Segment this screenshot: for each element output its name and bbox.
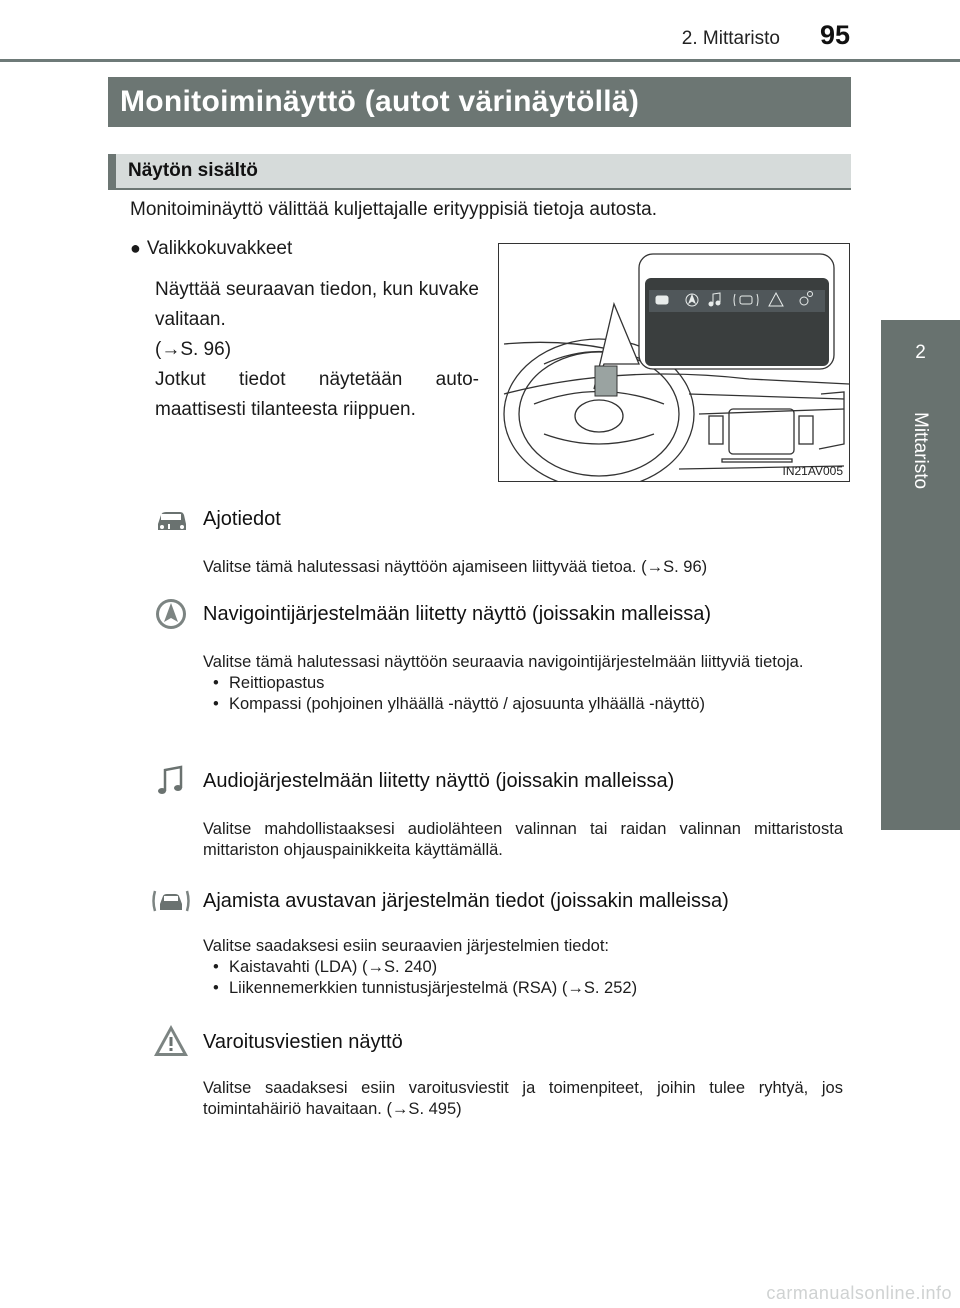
item-title: Audiojärjestelmään liitetty näyttö (joissakin malleissa): [203, 770, 675, 792]
bullet-symbol: ●: [130, 238, 141, 258]
music-note-icon: [152, 762, 190, 800]
navigation-icon: [152, 595, 190, 633]
item-description: Valitse tämä halutessasi näyttöön ajamiseen liittyvää tietoa. (→S. 96): [203, 558, 708, 576]
main-title: Monitoiminäyttö (autot värinäytöllä): [108, 77, 851, 127]
bullet-line: Jotkut tiedot näytetään auto-maattisesti tilanteesta riippuen.: [155, 369, 479, 420]
page-number: 95: [820, 20, 851, 50]
intro-text: Monitoiminäyttö välittää kuljettajalle erityyppisiä tietoja autosta.: [130, 199, 657, 220]
item-title: Ajotiedot: [203, 508, 281, 530]
dashboard-illustration: [498, 243, 850, 482]
watermark: carmanualsonline.info: [766, 1283, 952, 1303]
figure-code: IN21AV005: [782, 464, 843, 478]
bullet-line: Näyttää seuraavan tiedon, kun kuvake valitaan.: [155, 279, 479, 330]
item-description: [203, 936, 843, 999]
bullet-title: Valikkokuvakkeet: [146, 238, 293, 259]
chapter-side-tab: [881, 320, 960, 830]
bullet-heading: [130, 238, 292, 260]
list-item: • Kompassi (pohjoinen ylhäällä -näyttö / ajosuunta ylhäällä -näyttö): [203, 694, 843, 715]
bullet-line: (→S. 96): [155, 339, 232, 360]
car-info-icon: [152, 500, 190, 538]
warning-triangle-icon: [152, 1022, 190, 1060]
header-divider: [0, 59, 960, 62]
item-title: Navigointijärjestelmään liitetty näyttö (joissakin malleissa): [203, 603, 711, 625]
side-tab-number: 2: [915, 342, 926, 363]
item-title: Varoitusviestien näyttö: [203, 1031, 403, 1053]
side-tab-label: Mittaristo: [910, 412, 931, 490]
item-description: [203, 652, 843, 715]
driving-assist-icon: [152, 882, 190, 920]
item-body-text: Valitse saadaksesi esiin seuraavien järjestelmien tiedot:: [203, 937, 609, 955]
item-description: Valitse saadaksesi esiin varoitusviestit ja toimenpiteet, joihin tulee ryhtyä, jos toimintahäiriö havaitaan. (→S. 495): [203, 1079, 843, 1118]
list-item: • Kaistavahti (LDA) (→S. 240): [203, 957, 843, 978]
item-title: Ajamista avustavan järjestelmän tiedot (joissakin malleissa): [203, 890, 729, 912]
section-title: Näytön sisältö: [108, 154, 851, 190]
item-body-text: Valitse tämä halutessasi näyttöön seuraavia navigointijärjestelmään liittyviä tietoja.: [203, 653, 804, 671]
dashboard-drawing: [499, 244, 850, 482]
list-item: • Reittiopastus: [203, 673, 843, 694]
chapter-header: 2. Mittaristo: [681, 28, 780, 49]
list-item: • Liikennemerkkien tunnistusjärjestelmä (RSA) (→S. 252): [203, 978, 843, 999]
bullet-description: [155, 275, 479, 425]
item-description: Valitse mahdollistaaksesi audiolähteen valinnan tai raidan valinnan mittaristosta mittariston ohjauspainikkeita käyttämällä.: [203, 820, 843, 859]
